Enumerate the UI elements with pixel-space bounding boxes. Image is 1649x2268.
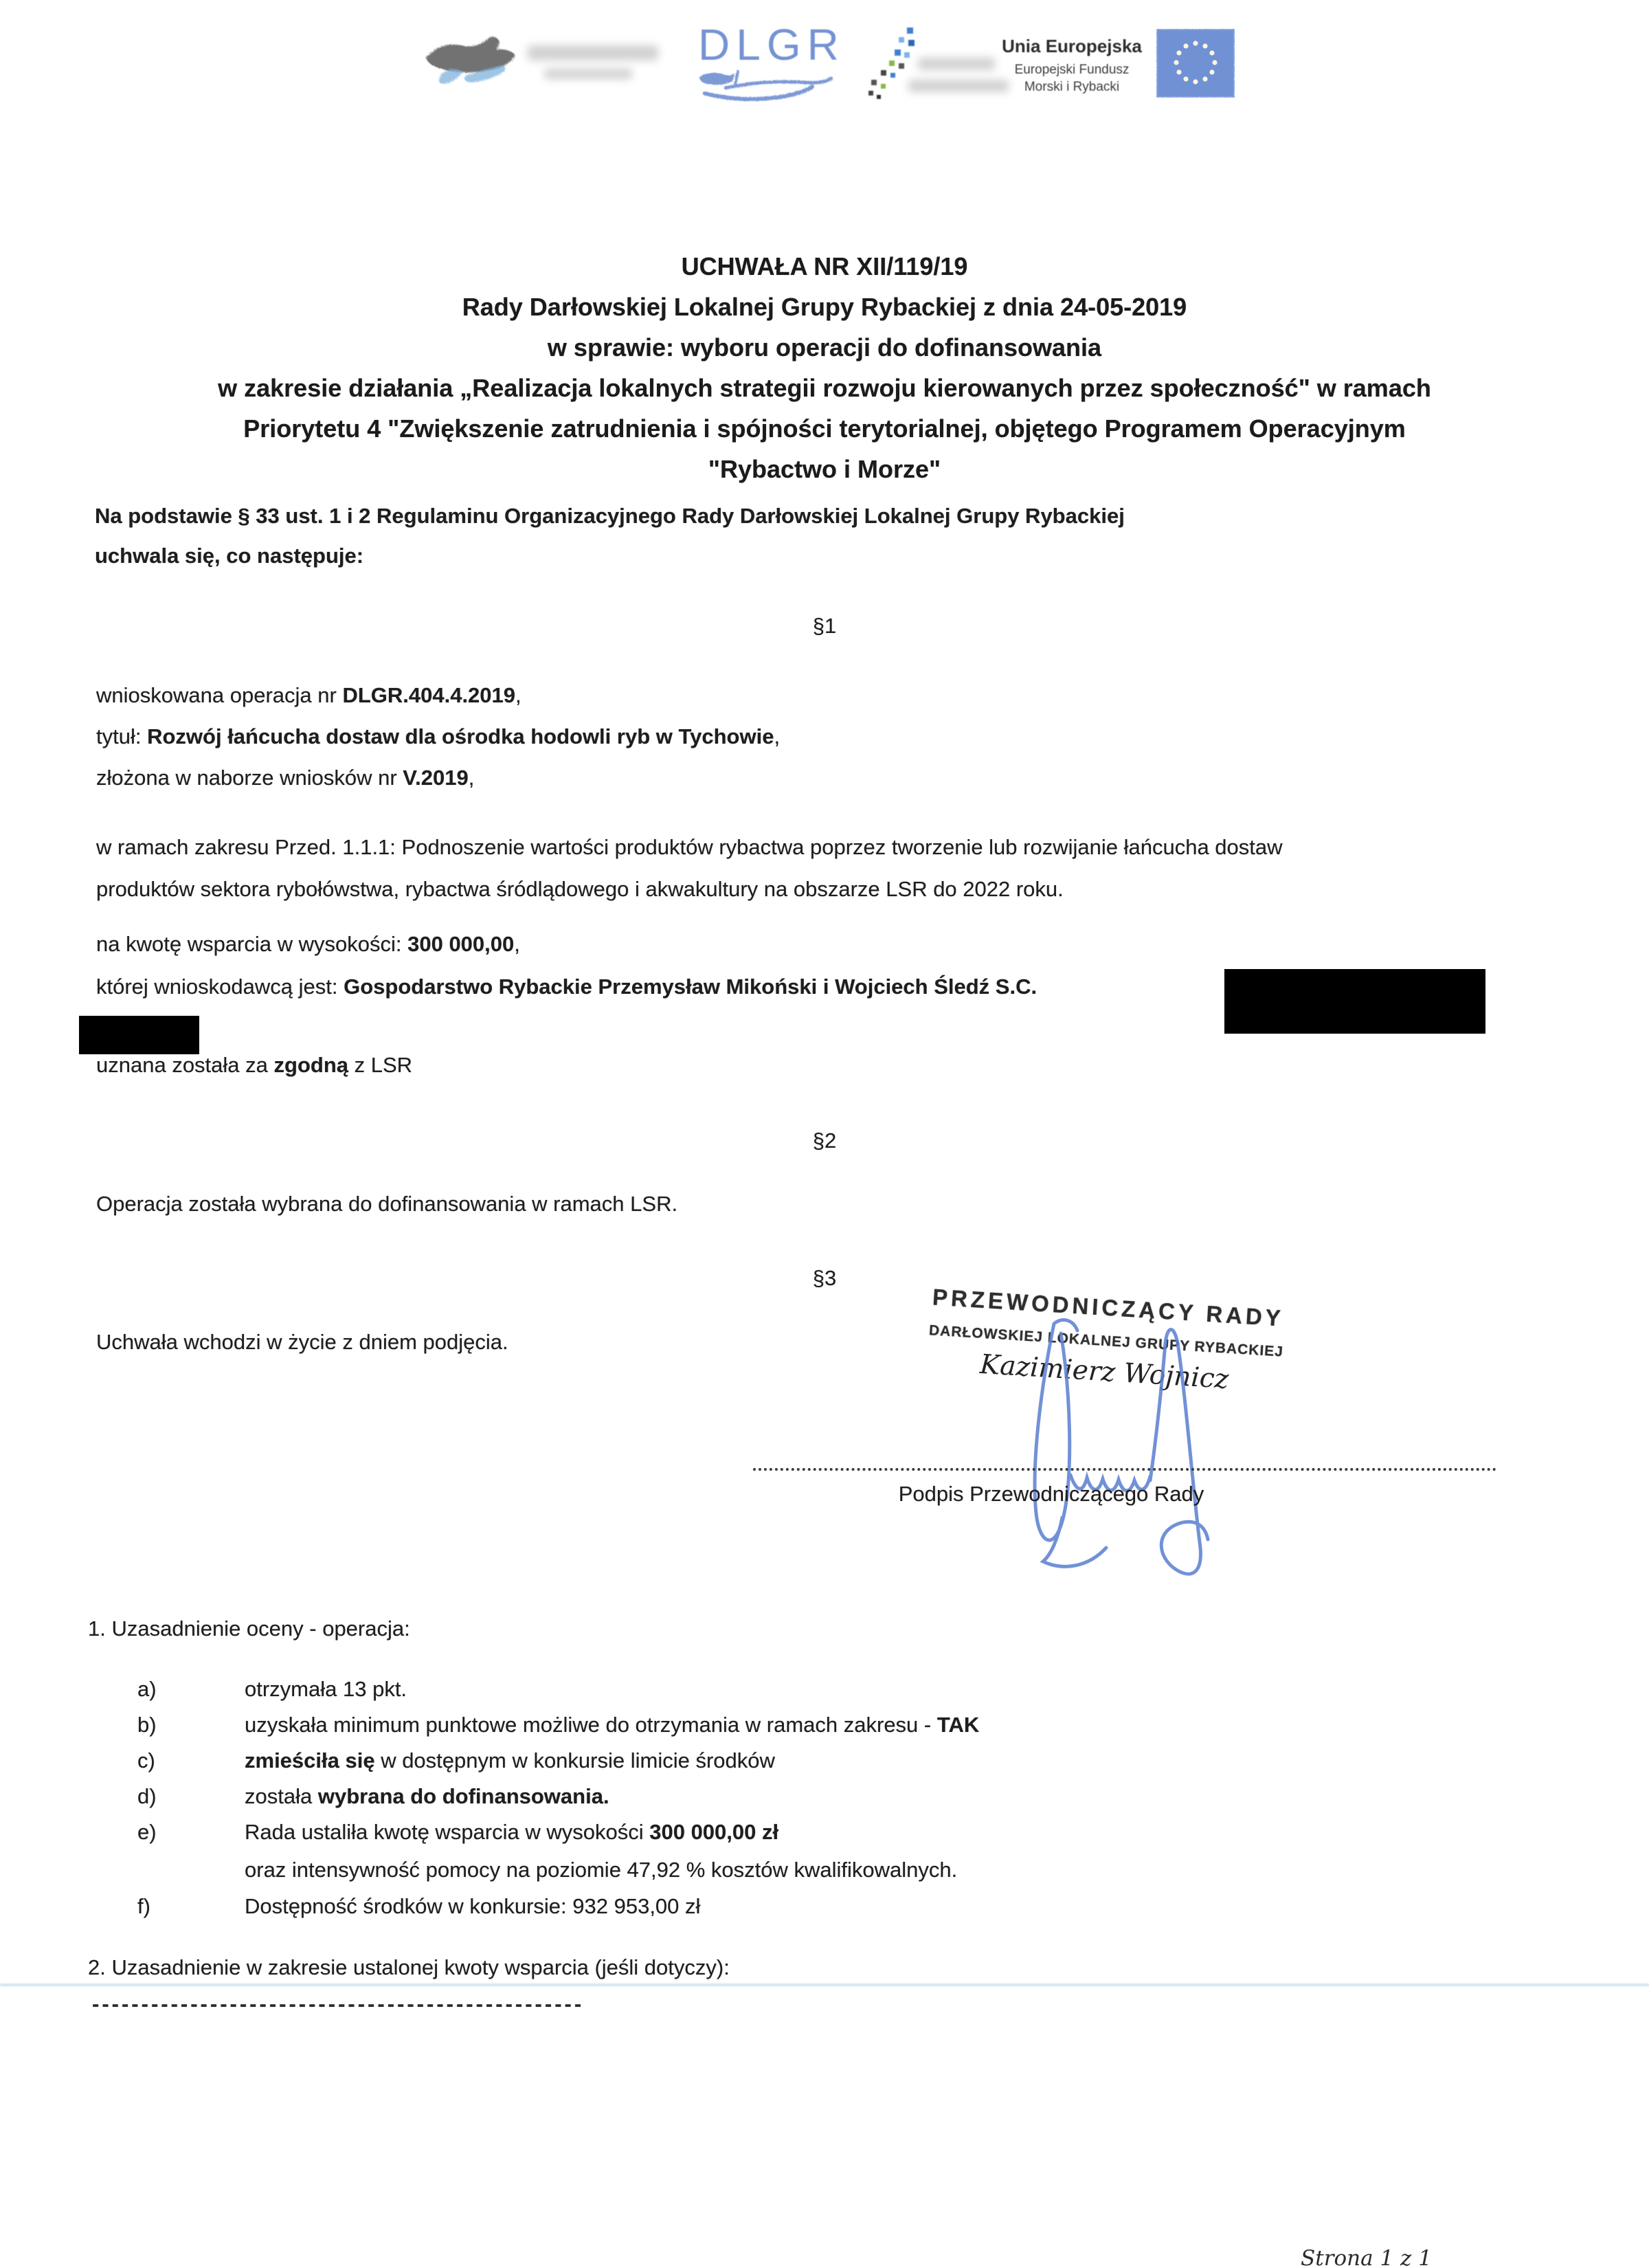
list-item-b [245,1713,979,1737]
operation-number-prefix: wnioskowana operacja nr [96,683,343,707]
list-item-a [245,1677,407,1702]
signature-caption: Podpis Przewodniczącego Rady [898,1482,1204,1506]
justification-1-heading: 1. Uzasadnienie oceny - operacja: [88,1616,410,1641]
list-letter-b: b) [137,1713,157,1737]
title-line-4: w zakresie działania „Realizacja lokalnych strategii rozwoju kierowanych przez społeczność" w ramach [218,374,1431,402]
operation-title-prefix: tytuł: [96,724,148,748]
call-number-suffix: , [468,766,475,790]
section-2-heading: §2 [812,1129,837,1153]
faint-logo-text-smudge [528,45,658,60]
stamp-title: PRZEWODNICZĄCY RADY [932,1284,1285,1331]
item-d-text: została [245,1784,318,1808]
list-item-c [245,1748,775,1773]
section-3-heading: §3 [812,1266,837,1290]
justification-2-heading: 2. Uzasadnienie w zakresie ustalonej kwoty wsparcia (jeśli dotyczy): [88,1955,730,1979]
item-b-bold: TAK [936,1713,980,1737]
conformity-line [96,1053,412,1078]
handwritten-signature [1018,1314,1245,1586]
dlgr-logo-text: DLGR [698,20,845,69]
list-letter-d: d) [137,1784,157,1808]
redaction-box-address [1224,969,1485,1034]
title-line-1: UCHWAŁA NR XII/119/19 [681,252,968,280]
eu-funding-text [989,36,1154,96]
item-c-bold: zmieściła się [245,1748,375,1772]
support-amount-value: 300 000,00 [407,932,515,956]
list-letter-c: c) [137,1748,155,1772]
call-number-line [96,766,474,790]
operation-title-value: Rozwój łańcucha dostaw dla ośrodka hodowli ryb w Tychowie [147,724,774,748]
faint-logo-text-smudge [544,69,632,79]
eu-subtitle-2: Morski i Rybacki [1024,80,1120,94]
title-line-3: w sprawie: wyboru operacji do dofinansowania [547,333,1102,362]
list-item-e [245,1820,778,1845]
applicant-prefix: której wnioskodawcą jest: [96,975,344,999]
legal-basis [95,496,1125,576]
fish-logo [420,32,524,98]
stamp-chairman-name: Kazimierz Wojnicz [978,1348,1230,1395]
section-2-text: Operacja została wybrana do dofinansowania w ramach LSR. [96,1192,678,1216]
legal-basis-line-1: Na podstawie § 33 ust. 1 i 2 Regulaminu Organizacyjnego Rady Darłowskiej Lokalnej Grupy Rybackiej [95,504,1125,528]
conformity-suffix: z LSR [348,1053,413,1077]
operation-title-suffix: , [774,724,781,748]
support-amount-prefix: na kwotę wsparcia w wysokości: [96,932,408,956]
call-number-prefix: złożona w naborze wniosków nr [96,766,403,790]
list-item-d [245,1784,609,1809]
call-number-value: V.2019 [403,766,469,790]
eu-title: Unia Europejska [1002,36,1142,56]
item-a-text: otrzymała 13 pkt. [245,1677,407,1701]
list-item-e-line-2: oraz intensywność pomocy na poziomie 47,92 % kosztów kwalifikowalnych. [245,1858,958,1882]
legal-basis-line-2: uchwala się, co następuje: [95,544,364,568]
section-3-text: Uchwała wchodzi w życie z dniem podjęcia. [96,1330,508,1354]
redaction-box-left [79,1016,199,1054]
support-amount-line [96,932,520,957]
item-b-text: uzyskała minimum punktowe możliwe do otrzymania w ramach zakresu - [245,1713,937,1737]
page-number: Strona 1 z 1 [1301,2246,1432,2268]
signature-dotted-line [753,1468,1496,1471]
operation-number-value: DLGR.404.4.2019 [342,683,516,707]
scan-artifact-line [0,1983,1649,1986]
item-e-text: Rada ustaliła kwotę wsparcia w wysokości [245,1820,650,1844]
resolution-title [0,246,1649,489]
support-amount-suffix: , [514,932,520,956]
list-letter-a: a) [137,1677,157,1701]
stamp-organization: DARŁOWSKIEJ LOKALNEJ GRUPY RYBACKIEJ [928,1322,1284,1360]
title-line-6: "Rybactwo i Morze" [708,455,941,483]
operation-number-line [96,683,521,708]
item-f-text: Dostępność środków w konkursie: 932 953,00 zł [245,1894,701,1918]
scope-paragraph [96,826,1560,910]
conformity-prefix: uznana została za [96,1053,274,1077]
item-d-bold: wybrana do dofinansowania. [317,1784,609,1808]
item-e-bold: 300 000,00 zł [649,1820,779,1844]
section-1-heading: §1 [812,614,837,638]
empty-answer-dashes: -------------------------------------------------- [92,1992,585,2016]
conformity-value: zgodną [273,1053,349,1077]
applicant-name: Gospodarstwo Rybackie Przemysław Mikoński i Wojciech Śledź S.C. [344,975,1037,999]
scope-line-2: produktów sektora rybołówstwa, rybactwa śródlądowego i akwakultury na obszarze LSR do 2022 roku. [96,877,1064,901]
faint-logo-text-smudge [918,58,995,70]
title-line-2: Rady Darłowskiej Lokalnej Grupy Rybackiej z dnia 24-05-2019 [462,293,1187,321]
operation-number-suffix: , [515,683,521,707]
list-letter-e: e) [137,1820,157,1844]
eu-subtitle-1: Europejski Fundusz [1014,63,1130,77]
list-item-f [245,1894,700,1919]
list-letter-f: f) [137,1894,150,1918]
scope-line-1: w ramach zakresu Przed. 1.1.1: Podnoszenie wartości produktów rybactwa poprzez tworzenie lub rozwijanie łańcucha dostaw [96,835,1283,859]
applicant-line [96,975,1037,999]
title-line-5: Priorytetu 4 "Zwiększenie zatrudnienia i spójności terytorialnej, objętego Programem Operacyjnym [243,414,1406,443]
dlgr-logo-wave-icon [695,65,840,109]
item-c-suffix: w dostępnym w konkursie limicie środków [374,1748,775,1772]
operation-title-line [96,724,780,749]
eu-flag-icon [1156,29,1235,101]
